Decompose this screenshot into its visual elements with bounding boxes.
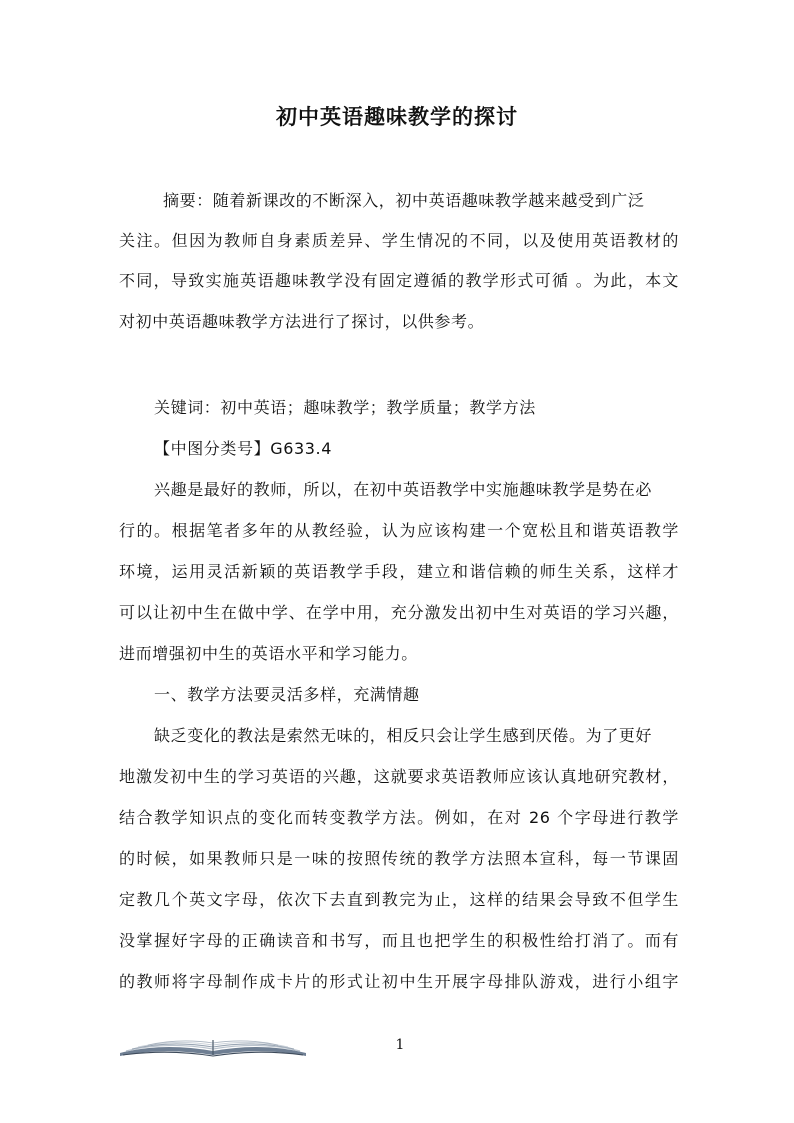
- paragraph-line: 环境，运用灵活新颖的英语教学手段，建立和谐信赖的师生关系，这样才: [119, 562, 679, 581]
- paragraph-line: 的教师将字母制作成卡片的形式让初中生开展字母排队游戏，进行小组字: [119, 972, 679, 991]
- abstract-line: 关注。但因为教师自身素质差异、学生情况的不同，以及使用英语教材的: [119, 231, 679, 250]
- page-number: 1: [395, 1037, 405, 1053]
- paragraph-line: 行的。根据笔者多年的从教经验，认为应该构建一个宽松且和谐英语教学: [119, 521, 679, 540]
- classification-number: 【中图分类号】G633.4: [154, 439, 333, 458]
- paragraph-line: 地激发初中生的学习英语的兴趣，这就要求英语教师应该认真地研究教材，: [119, 767, 679, 786]
- abstract-line: 不同，导致实施英语趣味教学没有固定遵循的教学形式可循 。为此，本文: [119, 271, 679, 290]
- abstract-line: 摘要：随着新课改的不断深入，初中英语趣味教学越来越受到广泛: [163, 191, 645, 210]
- section-heading: 一、教学方法要灵活多样，充满情趣: [154, 685, 420, 704]
- paragraph-line: 没掌握好字母的正确读音和书写，而且也把学生的积极性给打消了。而有: [119, 931, 679, 950]
- paragraph-line: 可以让初中生在做中学、在学中用，充分激发出初中生对英语的学习兴趣，: [119, 603, 679, 622]
- paragraph-line: 的时候，如果教师只是一味的按照传统的教学方法照本宣科，每一节课固: [119, 849, 679, 868]
- page-title: 初中英语趣味教学的探讨: [276, 105, 518, 129]
- paragraph-line: 兴趣是最好的教师，所以，在初中英语教学中实施趣味教学是势在必: [154, 480, 653, 499]
- paragraph-line: 缺乏变化的教法是索然无味的，相反只会让学生感到厌倦。为了更好: [154, 726, 653, 745]
- open-book-icon: [118, 1036, 308, 1058]
- paragraph-line: 进而增强初中生的英语水平和学习能力。: [119, 644, 418, 663]
- paragraph-line: 定教几个英文字母，依次下去直到教完为止，这样的结果会导致不但学生: [119, 890, 679, 909]
- keywords: 关键词：初中英语；趣味教学；教学质量；教学方法: [154, 398, 536, 417]
- paragraph-line: 结合教学知识点的变化而转变教学方法。例如，在对 26 个字母进行教学: [119, 808, 679, 827]
- abstract-line: 对初中英语趣味教学方法进行了探讨，以供参考。: [119, 312, 485, 331]
